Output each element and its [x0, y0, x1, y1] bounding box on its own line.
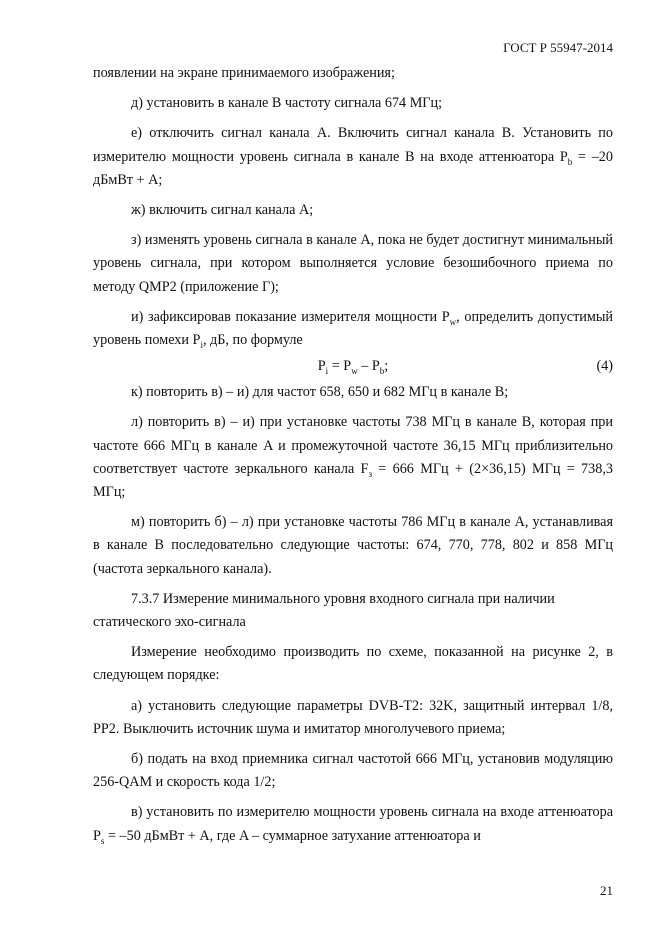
list-item-b: б) подать на вход приемника сигнал частотой 666 МГц, установив модуляцию 256-QAM и скорость кода 1/2; — [93, 751, 613, 791]
formula-4 — [93, 355, 613, 378]
list-item-zh: ж) включить сигнал канала A; — [131, 202, 314, 219]
list-item-d: д) установить в канале B частоту сигнала 674 МГц; — [131, 95, 443, 112]
paragraph-intro: Измерение необходимо производить по схеме, показанной на рисунке 2, в следующем порядке: — [93, 644, 613, 684]
document-header: ГОСТ Р 55947-2014 — [503, 40, 613, 55]
list-item-z: з) изменять уровень сигнала в канале A, пока не будет достигнут минимальный уровень сигнала, при котором выполняется условие безошибочного приема по методу QMP2 (приложение Г); — [93, 232, 613, 295]
list-item-v: в) установить по измерителю мощности уровень сигнала на входе аттенюатора $P_s = -50$ дБмВт + A, где A – суммарное затухание аттенюатора и — [93, 804, 613, 846]
formula-expression: $P_i = P_w - P_b$; — [317, 358, 389, 377]
page-body — [93, 62, 613, 848]
page-number: 21 — [600, 883, 613, 898]
list-item-k: к) повторить в) – и) для частот 658, 650 и 682 МГц в канале B; — [131, 384, 509, 401]
list-item-i: и) зафиксировав показание измерителя мощности $P_w$, определить допустимый уровень помехи $P_i$, дБ, по формуле — [93, 308, 613, 350]
paragraph-continuation: появлении на экране принимаемого изображения; — [93, 65, 395, 81]
list-item-a: а) установить следующие параметры DVB-T2: 32K, защитный интервал 1/8, PP2. Выключить источник шума и имитатор многолучевого приема; — [93, 697, 613, 737]
list-item-m: м) повторить б) – л) при установке частоты 786 МГц в канале A, устанавливая в канале B последовательно следующие частоты: 674, 770, 778, 802 и 858 МГц (частота зеркального канала). — [93, 514, 613, 577]
section-heading-7-3-7: 7.3.7 Измерение минимального уровня входного сигнала при наличии статического эхо-сигнала — [93, 590, 555, 631]
list-item-e: е) отключить сигнал канала A. Включить сигнал канала B. Установить по измерителю мощности уровень сигнала в канале B на входе аттенюатора $P_b = -20$ дБмВт + A; — [93, 125, 613, 188]
formula-number: (4) — [596, 358, 613, 375]
list-item-l: л) повторить в) – и) при установке частоты 738 МГц в канале B, которая при частоте 666 МГц в канале A и промежуточной частоте 36,15 МГц приблизительно соответствует частоте зеркального канала $F_з = 666$ МГц + (2×36,15) МГц = 738,3 МГц; — [93, 414, 613, 501]
